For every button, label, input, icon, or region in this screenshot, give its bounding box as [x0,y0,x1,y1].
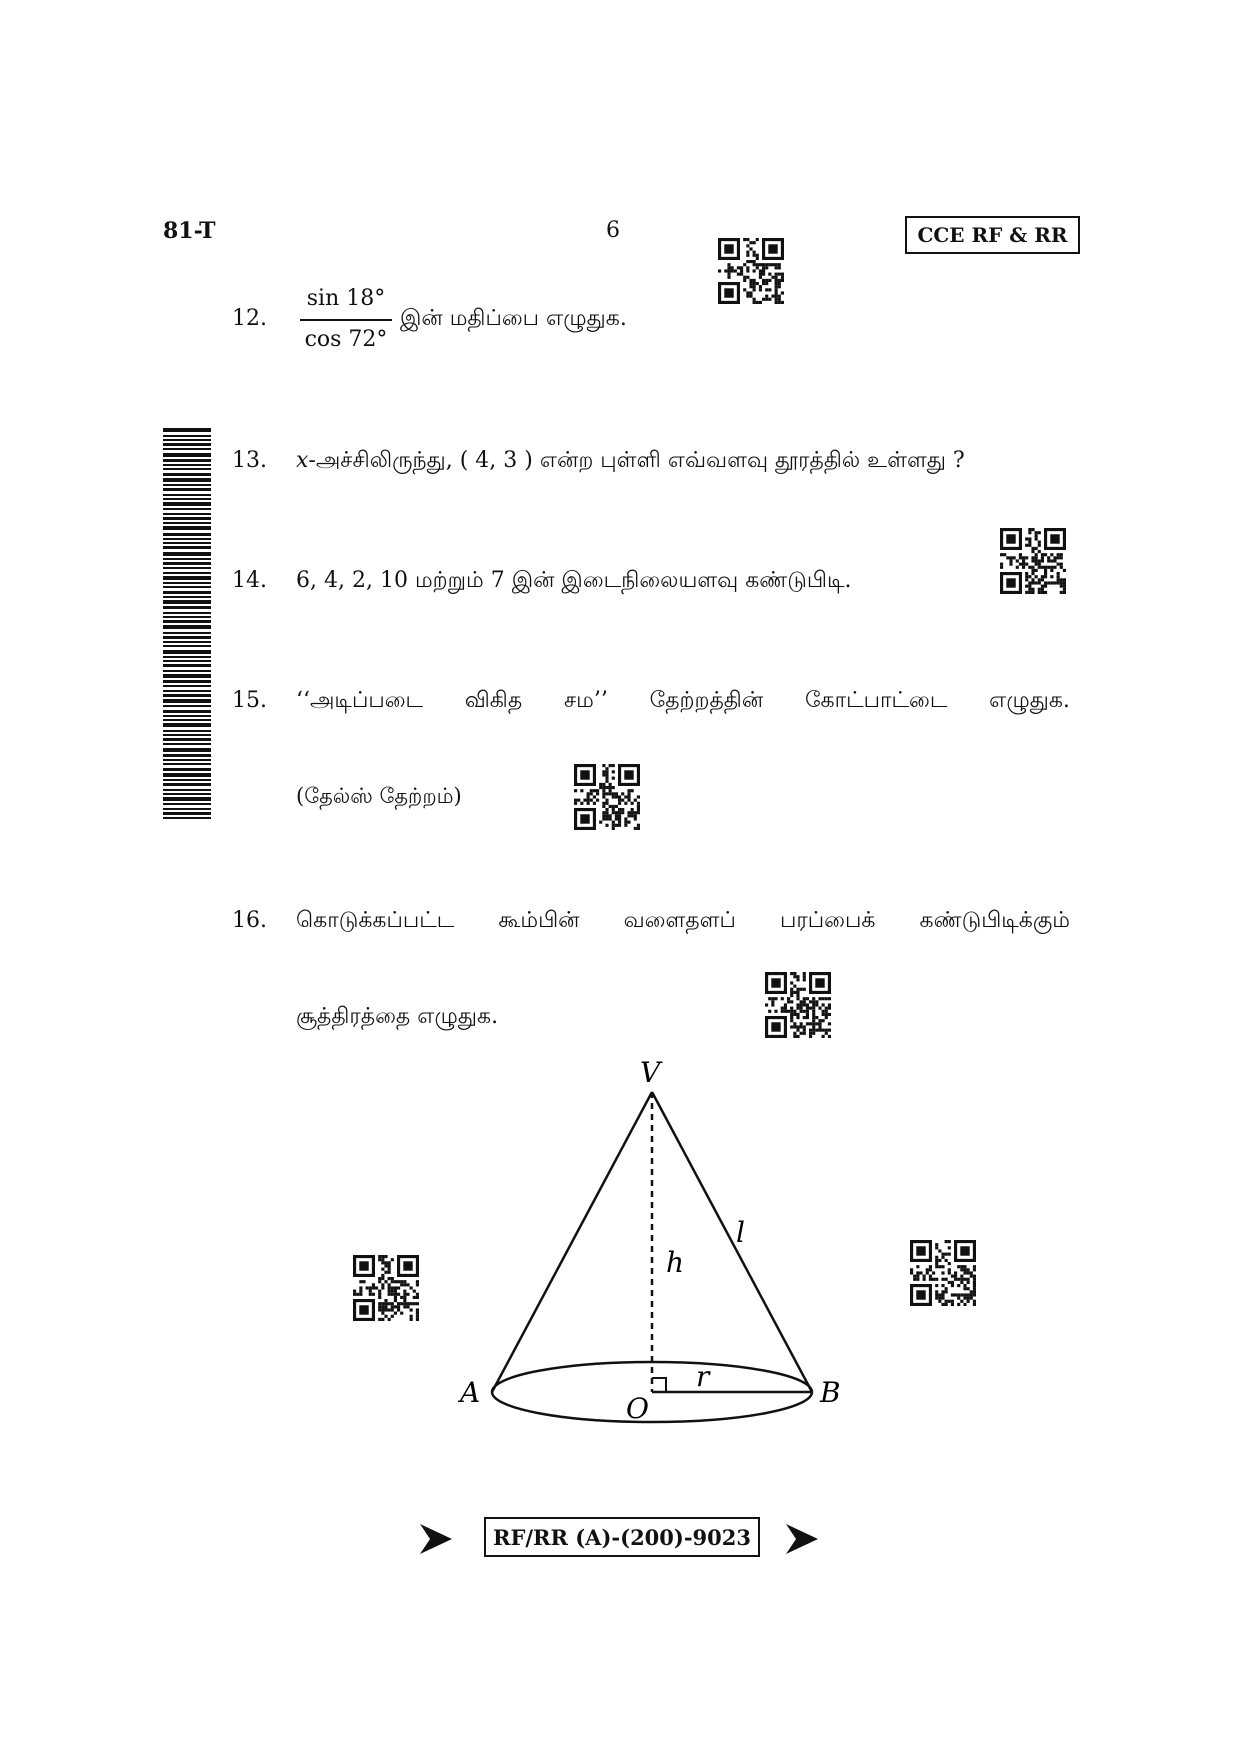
question-subtext: (தேல்ஸ் தேற்றம்) [296,784,462,808]
word: தேற்றத்தின் [649,688,764,713]
label-v: V [640,1056,661,1089]
question-number: 14. [232,568,267,593]
question-number: 13. [232,448,267,473]
qr-code-icon [574,764,640,830]
word: கொடுக்கப்பட்ட [296,908,455,933]
word: எழுதுக. [989,688,1070,713]
question-number: 16. [232,908,267,933]
word: ‘‘அடிப்படை [296,688,424,713]
trig-fraction [300,286,392,352]
question-number: 15. [232,688,267,713]
right-angle-marker [652,1378,666,1392]
exam-type-box [905,216,1080,254]
arrow-right-icon [418,1522,454,1556]
qr-code-icon [353,1255,419,1321]
footer-code: RF/RR (A)-(200)-9023 [493,1524,751,1550]
word: கோட்பாட்டை [804,688,948,713]
fraction-numerator: sin 18° [306,286,386,311]
word: விகித [464,688,523,713]
question-subtext: சூத்திரத்தை எழுதுக. [296,1004,499,1029]
word: கண்டுபிடிக்கும் [919,908,1070,933]
paper-code: 81-T [163,218,216,244]
exam-type-label: CCE RF & RR [917,223,1068,247]
word: பரப்பைக் [780,908,876,933]
question-text-body: -அச்சிலிருந்து, ( 4, 3 ) என்ற புள்ளி எவ்வளவு தூரத்தில் உள்ளது ? [308,448,965,473]
question-text: இன் மதிப்பை எழுதுக. [400,306,627,331]
fraction-denominator: cos 72° [304,327,388,352]
cone-diagram [440,1040,880,1440]
footer-code-box [484,1517,760,1557]
label-a: A [460,1376,481,1409]
arrow-right-icon [784,1522,820,1556]
question-number: 12. [232,306,267,331]
variable-x: x [296,448,309,473]
question-text-line [296,688,1070,716]
qr-code-icon [765,972,831,1038]
page-number: 6 [606,218,620,243]
qr-code-icon [1000,528,1066,594]
barcode-icon [163,428,211,820]
label-b: B [820,1376,841,1409]
label-o: O [626,1392,649,1425]
word: கூம்பின் [498,908,580,933]
cone-right-side [652,1092,812,1392]
fraction-bar [300,319,392,321]
qr-code-icon [718,238,784,304]
question-text-line [296,908,1070,936]
word: சம’’ [563,688,608,713]
qr-code-icon [910,1240,976,1306]
word: வளைதளப் [623,908,736,933]
label-h: h [666,1246,685,1279]
question-text: 6, 4, 2, 10 மற்றும் 7 இன் இடைநிலையளவு கண்டுபிடி. [296,568,852,593]
label-r: r [696,1360,710,1393]
cone-left-side [492,1092,652,1392]
question-text [296,448,965,476]
label-l: l [736,1216,745,1249]
